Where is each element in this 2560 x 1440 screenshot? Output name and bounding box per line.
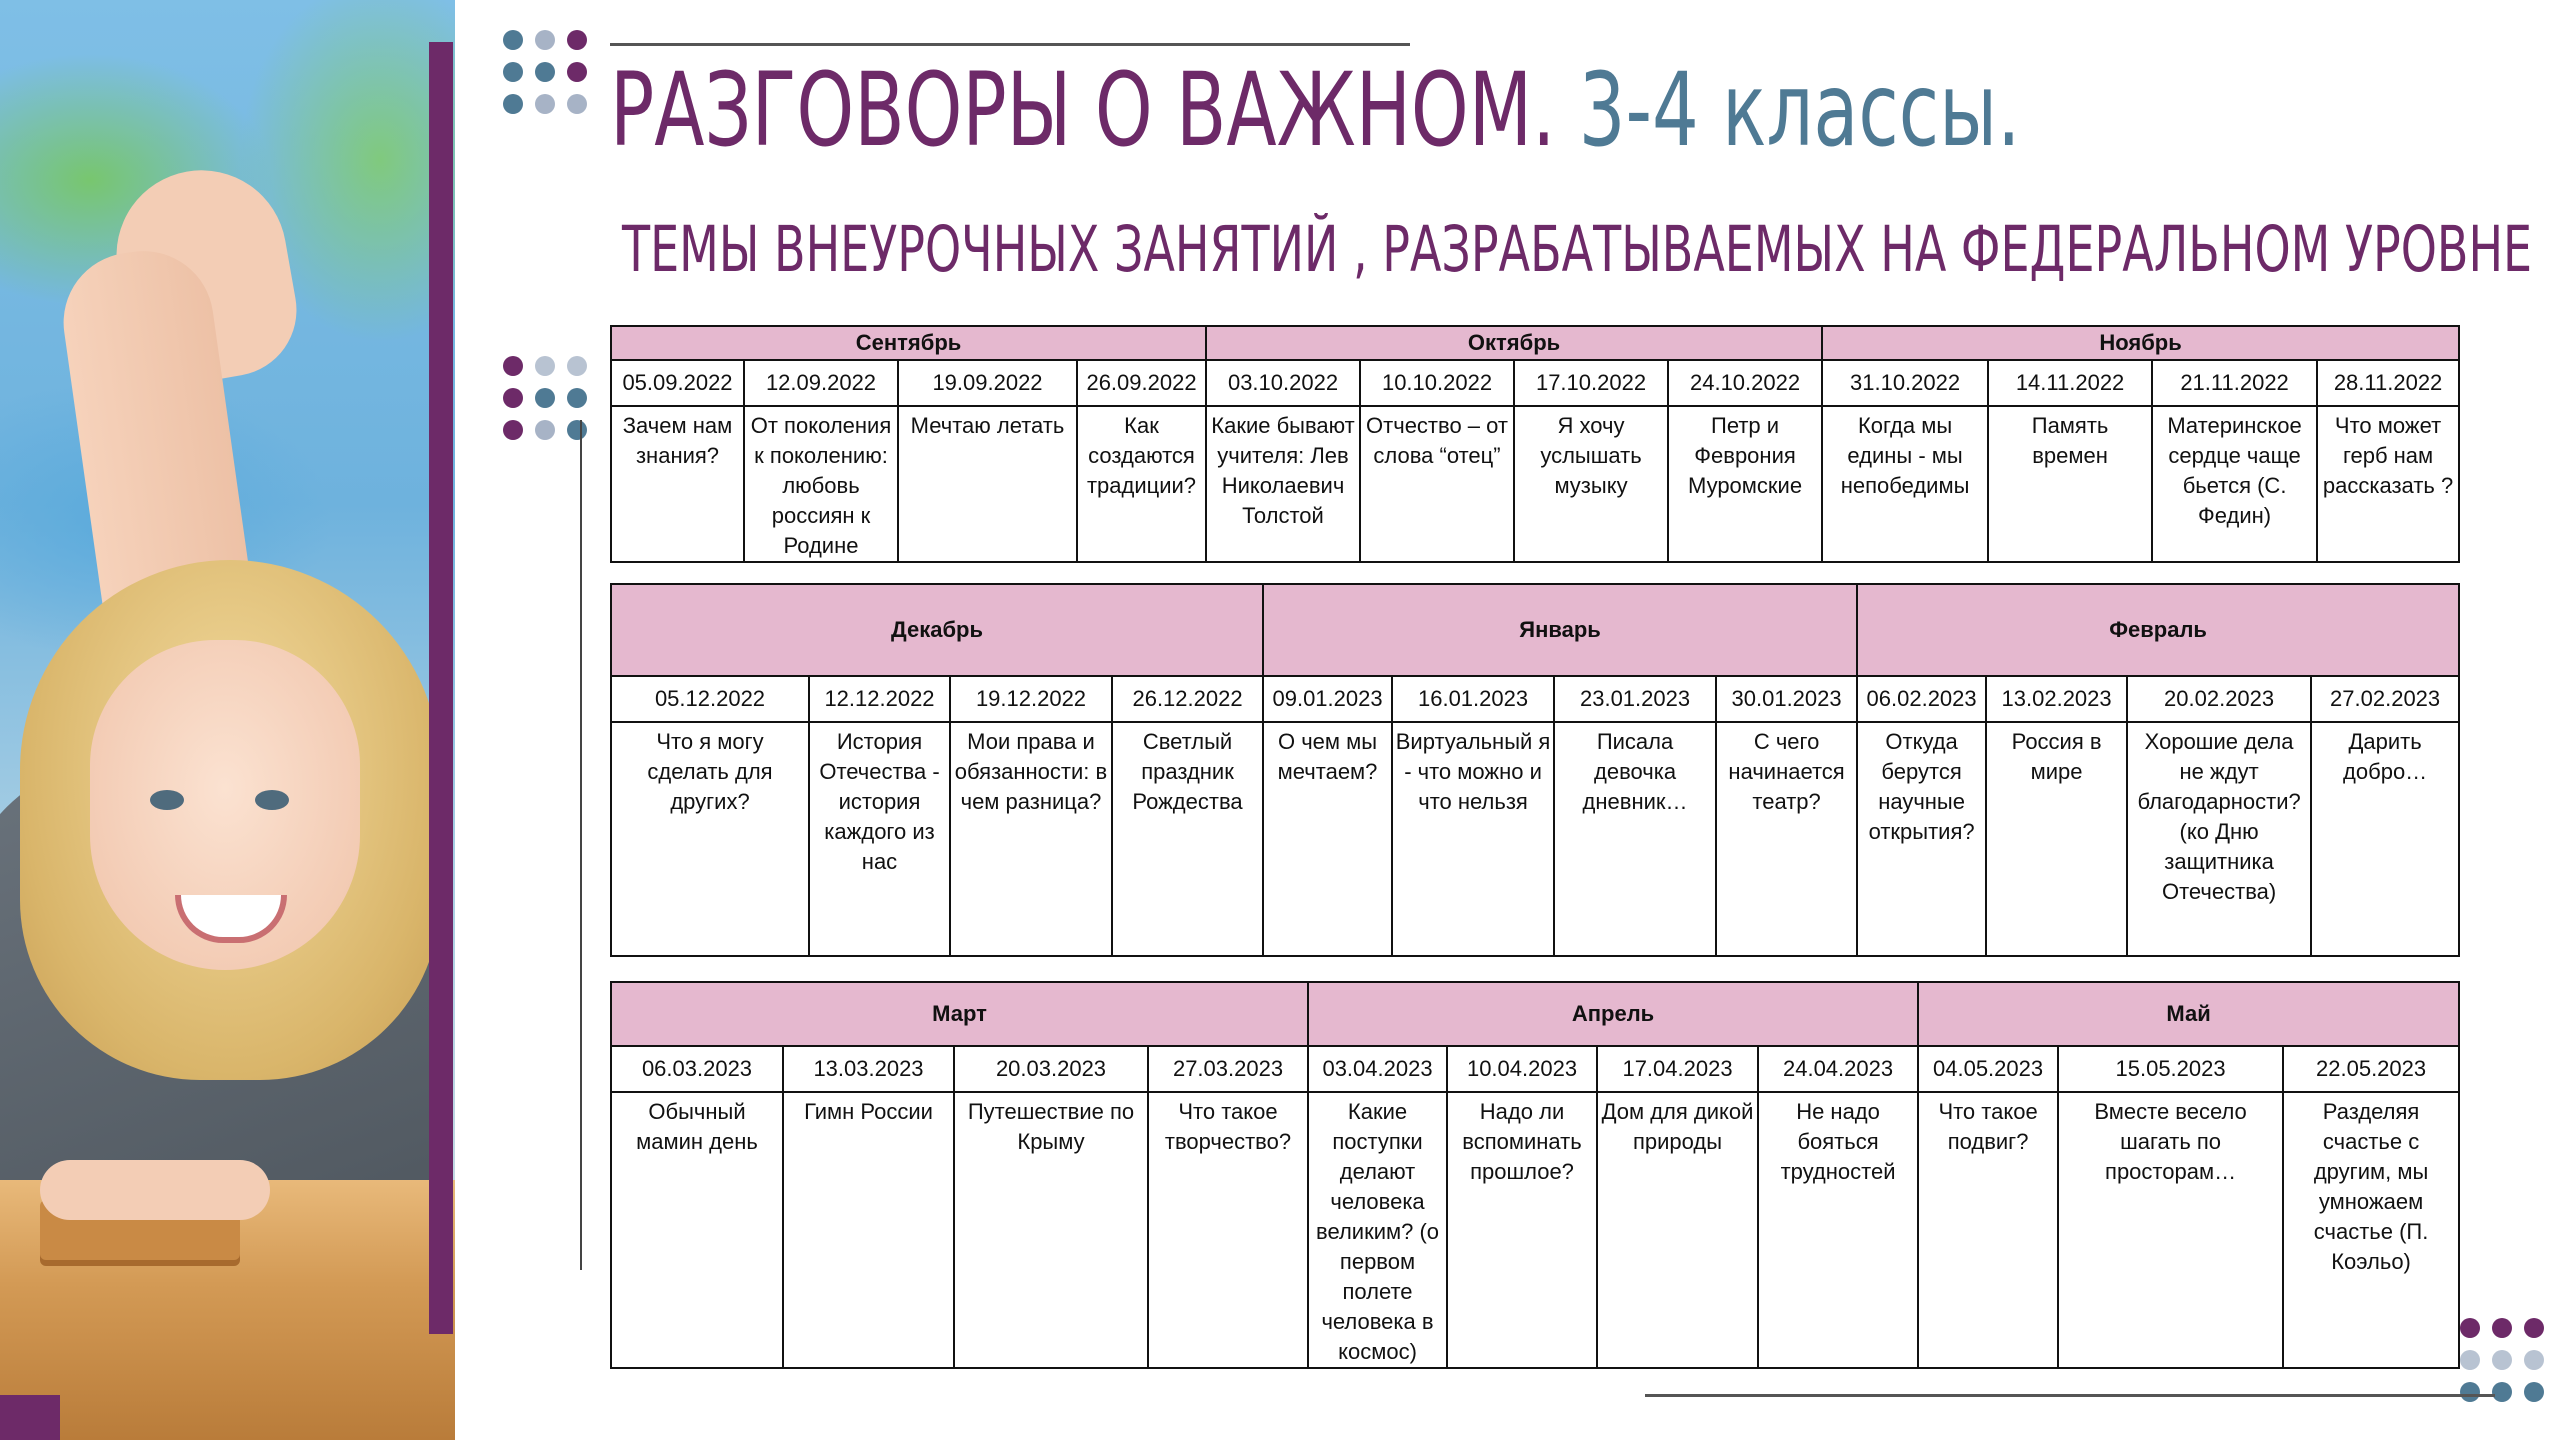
date-cell: 06.03.2023 xyxy=(611,1046,783,1092)
date-cell: 10.04.2023 xyxy=(1447,1046,1597,1092)
date-cell: 28.11.2022 xyxy=(2317,360,2459,406)
date-cell: 19.09.2022 xyxy=(898,360,1077,406)
date-cell: 30.01.2023 xyxy=(1716,676,1857,722)
date-cell: 26.09.2022 xyxy=(1077,360,1206,406)
month-header: Ноябрь xyxy=(1822,326,2459,360)
date-cell: 16.01.2023 xyxy=(1392,676,1554,722)
date-cell: 04.05.2023 xyxy=(1918,1046,2058,1092)
date-cell: 10.10.2022 xyxy=(1360,360,1514,406)
topic-cell: От поколения к поколению: любовь россиян к Родине xyxy=(744,406,898,562)
date-cell: 24.10.2022 xyxy=(1668,360,1822,406)
month-header: Февраль xyxy=(1857,584,2459,676)
month-header: Апрель xyxy=(1308,982,1918,1046)
topic-cell: Вместе весело шагать по просторам… xyxy=(2058,1092,2283,1368)
date-cell: 17.10.2022 xyxy=(1514,360,1668,406)
topic-cell: Путешествие по Крыму xyxy=(954,1092,1148,1368)
title-main: РАЗГОВОРЫ О ВАЖНОМ. xyxy=(610,51,1556,170)
topic-cell: Обычный мамин день xyxy=(611,1092,783,1368)
date-cell: 24.04.2023 xyxy=(1758,1046,1918,1092)
topic-cell: Что такое творчество? xyxy=(1148,1092,1308,1368)
date-cell: 13.03.2023 xyxy=(783,1046,954,1092)
topic-cell: Какие бывают учителя: Лев Николаевич Толстой xyxy=(1206,406,1360,562)
month-header: Сентябрь xyxy=(611,326,1206,360)
schedule-table-winter xyxy=(610,583,2460,957)
topic-cell: История Отечества - история каждого из нас xyxy=(809,722,950,956)
date-cell: 05.09.2022 xyxy=(611,360,744,406)
topic-cell: С чего начинается театр? xyxy=(1716,722,1857,956)
date-cell: 26.12.2022 xyxy=(1112,676,1263,722)
topic-cell: Какие поступки делают человека великим? (о первом полете человека в космос) xyxy=(1308,1092,1447,1368)
date-cell: 12.09.2022 xyxy=(744,360,898,406)
accent-corner xyxy=(0,1395,60,1440)
date-cell: 14.11.2022 xyxy=(1988,360,2152,406)
topic-cell: Хорошие дела не ждут благодарности? (ко Дню защитника Отечества) xyxy=(2127,722,2311,956)
vertical-divider xyxy=(580,420,582,1270)
top-divider xyxy=(610,43,1410,46)
date-cell: 19.12.2022 xyxy=(950,676,1112,722)
date-cell: 13.02.2023 xyxy=(1986,676,2127,722)
month-header: Март xyxy=(611,982,1308,1046)
date-cell: 03.10.2022 xyxy=(1206,360,1360,406)
date-cell: 22.05.2023 xyxy=(2283,1046,2459,1092)
topic-cell: Память времен xyxy=(1988,406,2152,562)
topic-cell: Мои права и обязанности: в чем разница? xyxy=(950,722,1112,956)
date-cell: 17.04.2023 xyxy=(1597,1046,1758,1092)
topic-cell: Гимн России xyxy=(783,1092,954,1368)
date-cell: 20.03.2023 xyxy=(954,1046,1148,1092)
date-cell: 20.02.2023 xyxy=(2127,676,2311,722)
date-cell: 27.03.2023 xyxy=(1148,1046,1308,1092)
schedule-table-spring xyxy=(610,981,2460,1369)
date-cell: 09.01.2023 xyxy=(1263,676,1392,722)
date-cell: 21.11.2022 xyxy=(2152,360,2317,406)
left-eye xyxy=(150,790,184,810)
topic-cell: Виртуальный я - что можно и что нельзя xyxy=(1392,722,1554,956)
page-subtitle: ТЕМЫ ВНЕУРОЧНЫХ ЗАНЯТИЙ , РАЗРАБАТЫВАЕМЫХ НА ФЕДЕРАЛЬНОМ УРОВНЕ xyxy=(622,213,2533,286)
topic-cell: Петр и Феврония Муромские xyxy=(1668,406,1822,562)
date-cell: 23.01.2023 xyxy=(1554,676,1716,722)
topic-cell: Разделяя счастье с другим, мы умножаем счастье (П. Коэльо) xyxy=(2283,1092,2459,1368)
topic-cell: Что такое подвиг? xyxy=(1918,1092,2058,1368)
topic-cell: О чем мы мечтаем? xyxy=(1263,722,1392,956)
topic-cell: Писала девочка дневник… xyxy=(1554,722,1716,956)
topic-cell: Дарить добро… xyxy=(2311,722,2459,956)
dot-grid-middle xyxy=(503,356,587,440)
month-header: Декабрь xyxy=(611,584,1263,676)
topic-cell: Мечтаю летать xyxy=(898,406,1077,562)
hand-on-desk xyxy=(40,1160,270,1220)
topic-cell: Надо ли вспоминать прошлое? xyxy=(1447,1092,1597,1368)
topic-cell: Как создаются традиции? xyxy=(1077,406,1206,562)
topic-cell: Светлый праздник Рождества xyxy=(1112,722,1263,956)
date-cell: 05.12.2022 xyxy=(611,676,809,722)
date-cell: 15.05.2023 xyxy=(2058,1046,2283,1092)
topic-cell: Россия в мире xyxy=(1986,722,2127,956)
topic-cell: Когда мы едины - мы непобедимы xyxy=(1822,406,1988,562)
topic-cell: Не надо бояться трудностей xyxy=(1758,1092,1918,1368)
date-cell: 03.04.2023 xyxy=(1308,1046,1447,1092)
topic-cell: Зачем нам знания? xyxy=(611,406,744,562)
topic-cell: Я хочу услышать музыку xyxy=(1514,406,1668,562)
topic-cell: Что я могу сделать для других? xyxy=(611,722,809,956)
dot-grid-bottom xyxy=(2460,1318,2544,1402)
child-photo xyxy=(0,0,455,1440)
topic-cell: Откуда берутся научные открытия? xyxy=(1857,722,1986,956)
date-cell: 12.12.2022 xyxy=(809,676,950,722)
schedule-table-autumn xyxy=(610,325,2460,563)
month-header: Январь xyxy=(1263,584,1857,676)
topic-cell: Материнское сердце чаще бьется (С. Федин) xyxy=(2152,406,2317,562)
topic-cell: Что может герб нам рассказать ? xyxy=(2317,406,2459,562)
page-title xyxy=(610,48,2020,173)
dot-grid-top xyxy=(503,30,587,114)
right-eye xyxy=(255,790,289,810)
date-cell: 06.02.2023 xyxy=(1857,676,1986,722)
title-sub: 3-4 классы. xyxy=(1578,51,2021,170)
month-header: Октябрь xyxy=(1206,326,1822,360)
month-header: Май xyxy=(1918,982,2459,1046)
bottom-divider xyxy=(1645,1394,2495,1397)
topic-cell: Дом для дикой природы xyxy=(1597,1092,1758,1368)
topic-cell: Отчество – от слова “отец” xyxy=(1360,406,1514,562)
date-cell: 31.10.2022 xyxy=(1822,360,1988,406)
date-cell: 27.02.2023 xyxy=(2311,676,2459,722)
accent-bar xyxy=(429,42,453,1334)
